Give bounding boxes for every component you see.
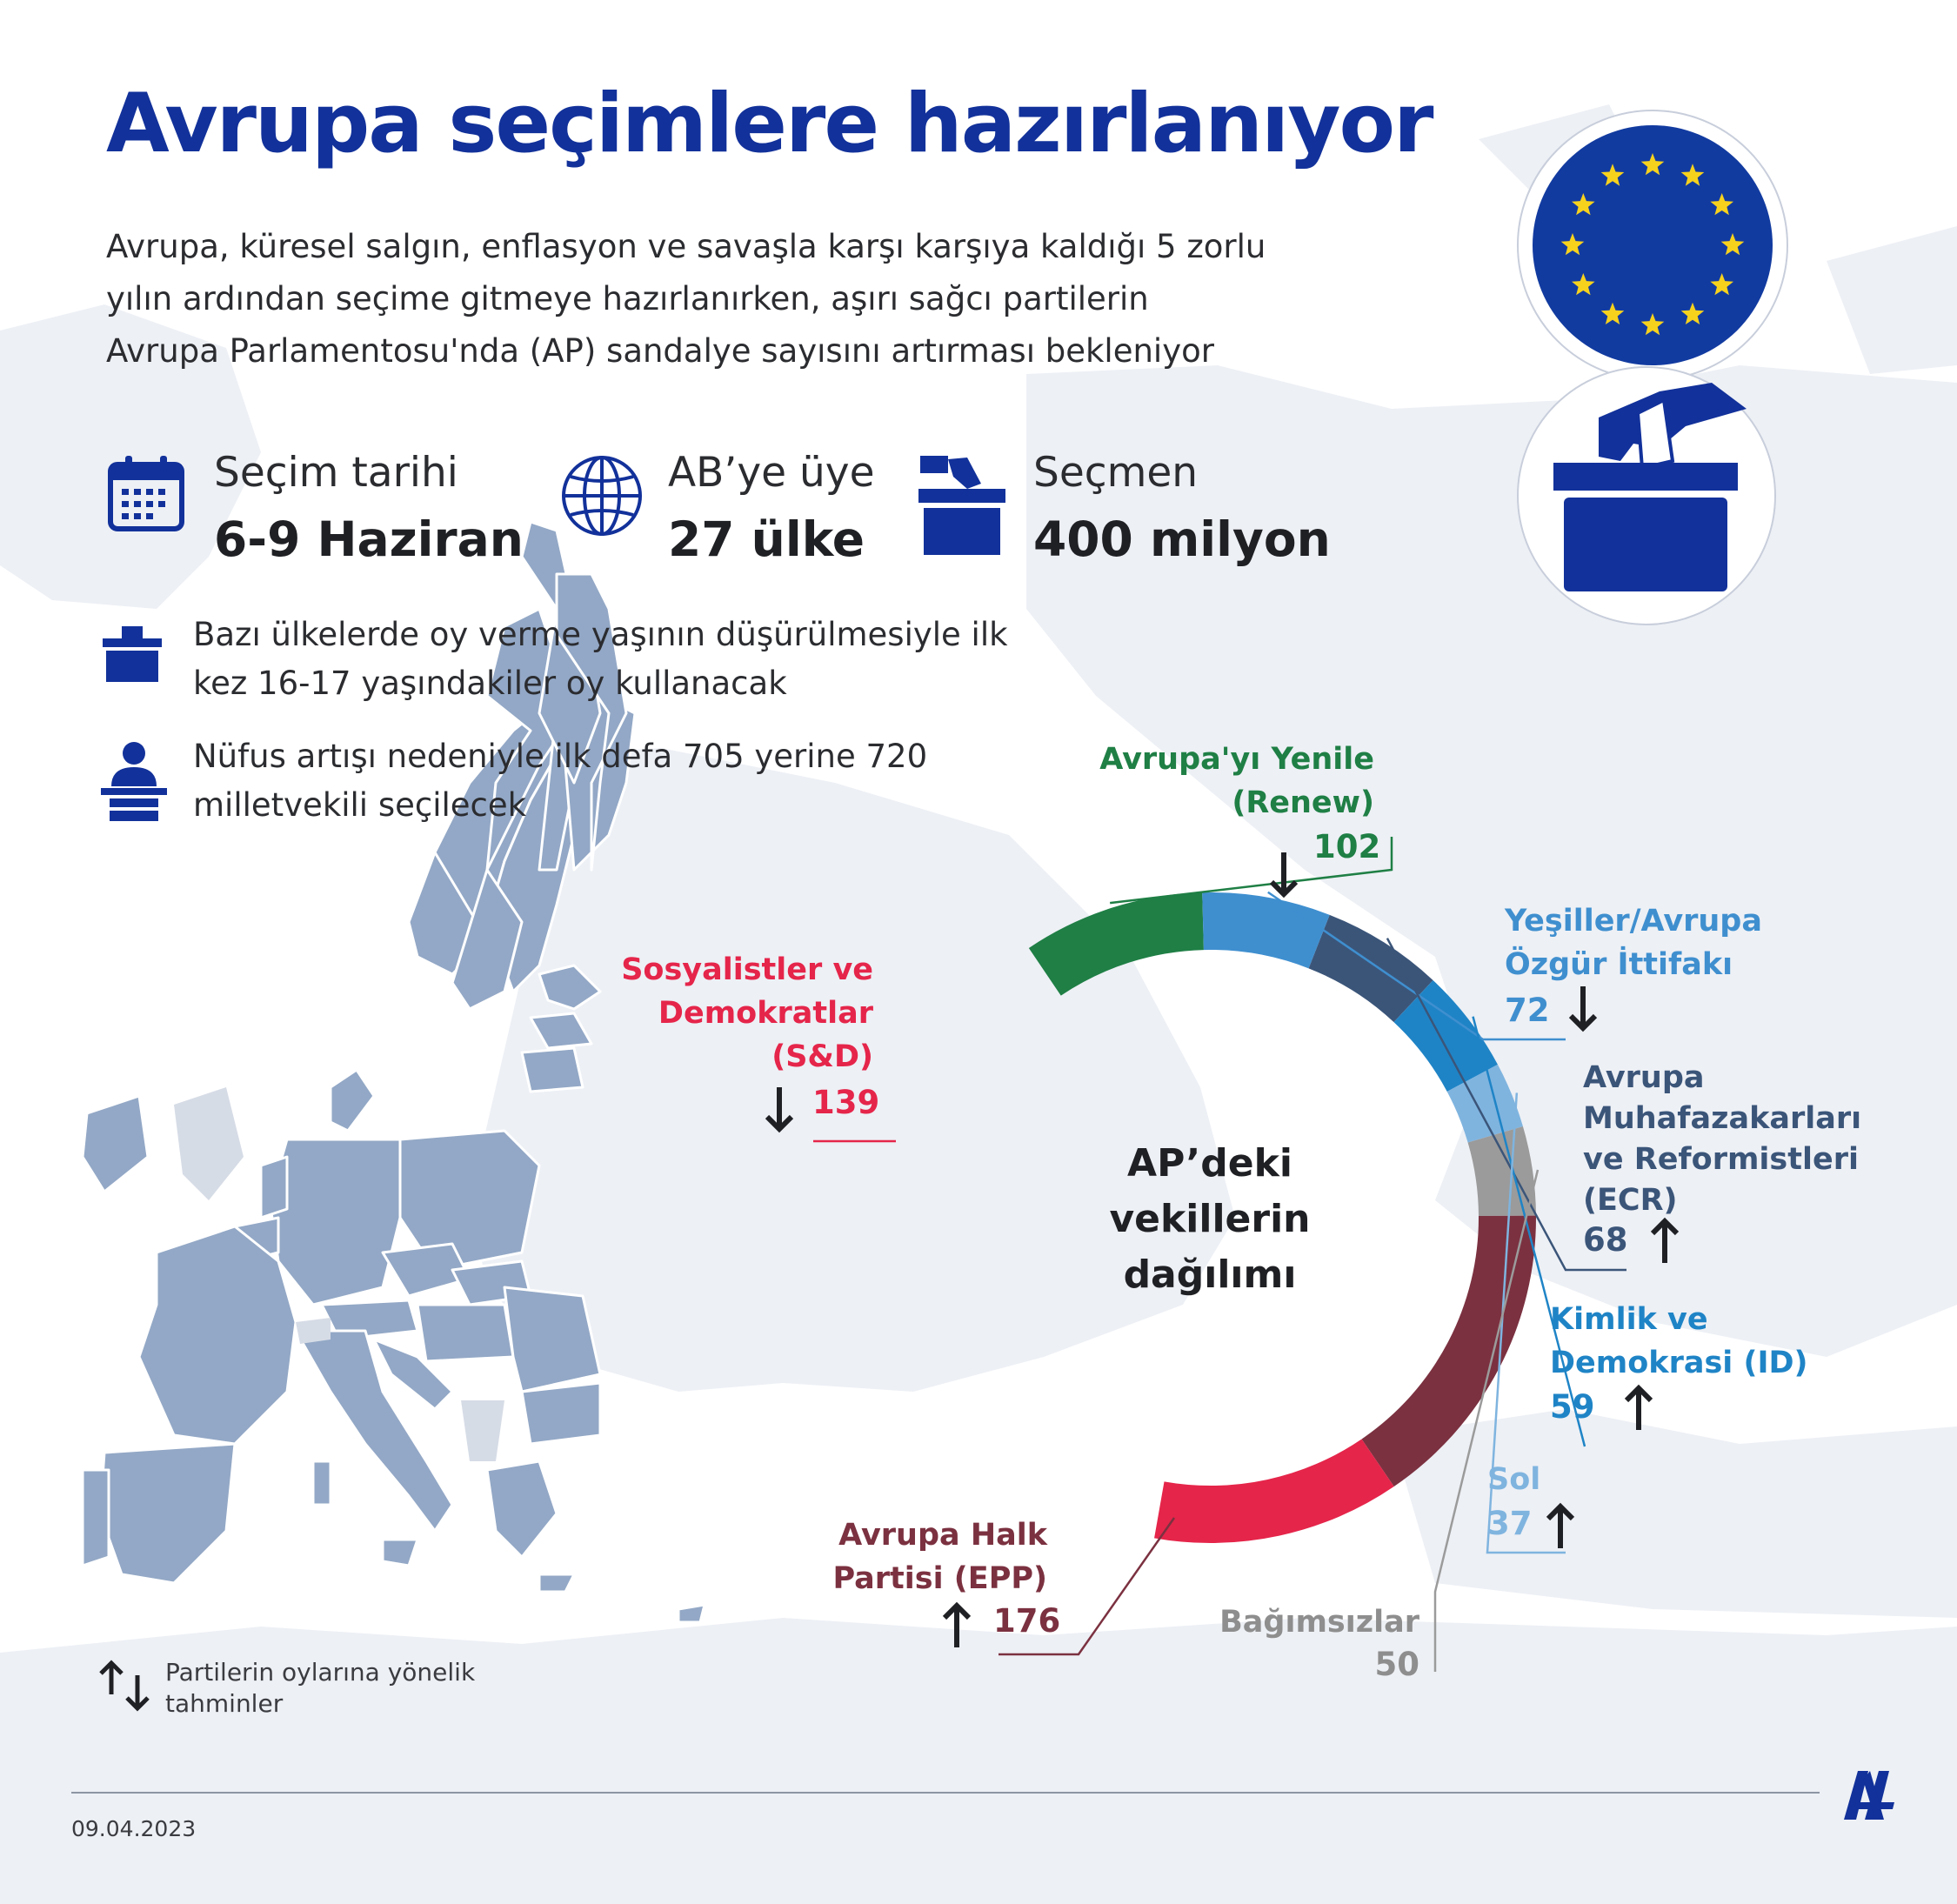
trend-up-arrow-icon <box>1548 1506 1573 1548</box>
footer-divider <box>71 1792 1820 1794</box>
trend-down-arrow-icon <box>1571 986 1595 1028</box>
party-sd-value: 139 <box>812 1084 880 1121</box>
note-voting-age-line-2: kez 16-17 yaşındakiler oy kullanacak <box>193 665 787 702</box>
trend-arrows-icon <box>97 1658 155 1714</box>
party-greens-value: 72 <box>1505 992 1550 1029</box>
party-sd-label: Sosyalistler ve Demokratlar (S&D) <box>621 952 873 1074</box>
stat-members-value: 27 ülke <box>668 511 865 567</box>
party-epp-value: 176 <box>993 1602 1061 1640</box>
trend-down-arrow-icon <box>767 1087 791 1129</box>
legend-line-1: Partilerin oylarına yönelik <box>165 1658 476 1687</box>
party-ecr-label: Avrupa Muhafazakarları ve Reformistleri (ECR) <box>1583 1060 1862 1218</box>
stat-members-label: AB’ye üye <box>668 449 875 497</box>
donut-segment <box>1029 892 1204 996</box>
party-renew-value: 102 <box>1313 828 1381 865</box>
party-independents-value: 50 <box>1374 1646 1419 1683</box>
party-independents-label: Bağımsızlar <box>1219 1605 1419 1640</box>
donut-segment <box>1362 1216 1536 1486</box>
aa-logo <box>1839 1766 1898 1823</box>
footer-date: 09.04.2023 <box>71 1816 197 1841</box>
intro-line-2: yılın ardından seçime gitmeye hazırlanırken, aşırı sağcı partilerin <box>106 280 1149 317</box>
page-title: Avrupa seçimlere hazırlanıyor <box>106 77 1433 171</box>
donut-segment <box>1202 892 1330 968</box>
trend-up-arrow-icon <box>945 1606 969 1647</box>
donut-center-line-1: AP’deki <box>1127 1141 1292 1186</box>
stat-date-label: Seçim tarihi <box>214 449 458 497</box>
party-id-label: Kimlik ve Demokrasi (ID) <box>1550 1302 1808 1380</box>
party-id-value: 59 <box>1550 1388 1595 1426</box>
donut-center-line-2: vekillerin <box>1109 1197 1311 1241</box>
party-epp-label: Avrupa Halk Partisi (EPP) <box>832 1518 1047 1596</box>
stat-voters-label: Seçmen <box>1033 449 1199 497</box>
stat-voters-value: 400 milyon <box>1033 511 1331 567</box>
stat-date-value: 6-9 Haziran <box>214 511 524 567</box>
note-seats-line-2: milletvekili seçilecek <box>193 786 527 824</box>
trend-up-arrow-icon <box>1626 1388 1651 1430</box>
note-seats-line-1: Nüfus artışı nedeniyle ilk defa 705 yerine 720 <box>193 738 928 775</box>
legend-line-2: tahminler <box>165 1689 284 1718</box>
donut-segment <box>1154 1439 1394 1543</box>
party-left-value: 37 <box>1487 1505 1533 1542</box>
intro-line-1: Avrupa, küresel salgın, enflasyon ve savaşla karşı karşıya kaldığı 5 zorlu <box>106 228 1266 265</box>
donut-segment <box>1468 1126 1536 1216</box>
party-renew-label: Avrupa'yı Yenile (Renew) <box>1099 742 1374 820</box>
party-greens-label: Yeşiller/Avrupa Özgür İttifakı <box>1505 904 1762 982</box>
party-left-label: Sol <box>1487 1462 1541 1497</box>
trend-down-arrow-icon <box>1272 852 1296 894</box>
trend-up-arrow-icon <box>1653 1221 1677 1263</box>
intro-line-3: Avrupa Parlamentosu'nda (AP) sandalye sayısını artırması bekleniyor <box>106 332 1214 370</box>
party-ecr-value: 68 <box>1583 1221 1628 1259</box>
note-voting-age-line-1: Bazı ülkelerde oy verme yaşının düşürülmesiyle ilk <box>193 616 1008 653</box>
donut-center-line-3: dağılımı <box>1123 1253 1297 1297</box>
